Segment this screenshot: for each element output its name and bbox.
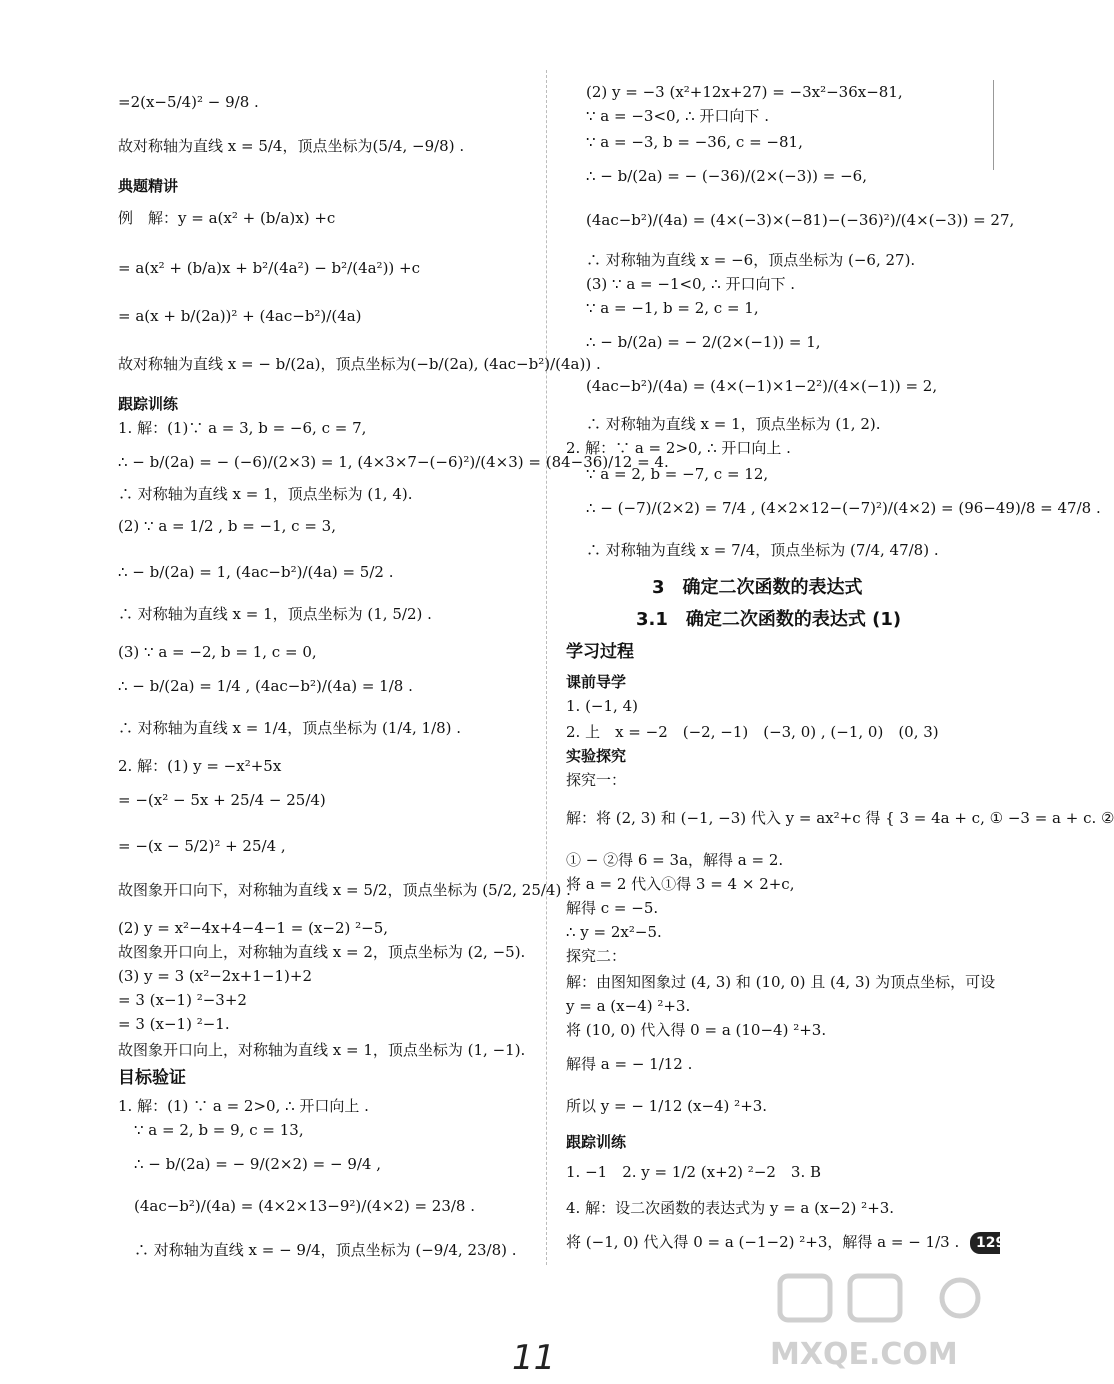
left-line: 故对称轴为直线 x = − b/(2a)，顶点坐标为(−b/(2a), (4ac−b²)/(4a)) . (118, 355, 601, 373)
page-edge-mark (993, 80, 1000, 170)
left-line: 2. 解：(1) y = −x²+5x (118, 757, 282, 775)
right-line: 将 (−1, 0) 代入得 0 = a (−1−2) ²+3，解得 a = − 1/3 . (566, 1233, 960, 1251)
right-line: 解：将 (2, 3) 和 (−1, −3) 代入 y = ax²+c 得 { 3 = 4a + c, ① −3 = a + c. ② (566, 809, 1114, 827)
left-line: ∴ − b/(2a) = 1, (4ac−b²)/(4a) = 5/2 . (118, 563, 394, 581)
left-line: ∴ 对称轴为直线 x = 1/4，顶点坐标为 (1/4, 1/8) . (118, 719, 462, 737)
left-line: 例 解：y = a(x² + (b/a)x) +c (118, 209, 336, 227)
left-line: = a(x² + (b/a)x + b²/(4a²) − b²/(4a²)) +c (118, 259, 421, 277)
watermark-logo (760, 1256, 990, 1376)
left-line: = 3 (x−1) ²−3+2 (118, 991, 247, 1009)
left-line: = −(x² − 5x + 25/4 − 25/4) (118, 791, 326, 809)
left-line: = a(x + b/(2a))² + (4ac−b²)/(4a) (118, 307, 362, 325)
right-line: ∴ y = 2x²−5. (566, 923, 662, 941)
right-line: 解得 a = − 1/12 . (566, 1055, 693, 1073)
right-line: ① − ②得 6 = 3a，解得 a = 2. (566, 851, 784, 869)
right-line: ∴ − b/(2a) = − 2/(2×(−1)) = 1, (586, 333, 821, 351)
right-line: 实验探究 (566, 747, 627, 765)
right-line: 3.1 确定二次函数的表达式 (1) (636, 609, 902, 630)
right-line: ∴ 对称轴为直线 x = 1，顶点坐标为 (1, 2). (586, 415, 881, 433)
right-line: 将 (10, 0) 代入得 0 = a (10−4) ²+3. (566, 1021, 827, 1039)
right-line: 1. −1 2. y = 1/2 (x+2) ²−2 3. B (566, 1163, 822, 1181)
left-line: = −(x − 5/2)² + 25/4 , (118, 837, 286, 855)
page-number: 129 (970, 1232, 1000, 1254)
left-line: 故图象开口向上，对称轴为直线 x = 2，顶点坐标为 (2, −5). (118, 943, 526, 961)
right-line: ∵ a = 2, b = −7, c = 12, (586, 465, 769, 483)
left-line: ∴ 对称轴为直线 x = − 9/4，顶点坐标为 (−9/4, 23/8) . (134, 1241, 517, 1259)
left-line: 故图象开口向上，对称轴为直线 x = 1，顶点坐标为 (1, −1). (118, 1041, 526, 1059)
right-line: ∵ a = −3, b = −36, c = −81, (586, 133, 803, 151)
right-line: ∴ − b/(2a) = − (−36)/(2×(−3)) = −6, (586, 167, 867, 185)
handwritten-mark: 11 (512, 1338, 556, 1378)
left-line: 故图象开口向下，对称轴为直线 x = 5/2，顶点坐标为 (5/2, 25/4) . (118, 881, 571, 899)
left-line: 故对称轴为直线 x = 5/4，顶点坐标为(5/4, −9/8) . (118, 137, 465, 155)
right-line: 4. 解：设二次函数的表达式为 y = a (x−2) ²+3. (566, 1199, 895, 1217)
left-line: 跟踪训练 (118, 395, 179, 413)
left-line: ∴ − b/(2a) = − 9/(2×2) = − 9/4 , (134, 1155, 382, 1173)
right-line: 2. 上 x = −2 (−2, −1) (−3, 0) , (−1, 0) (0, 3) (566, 723, 939, 741)
left-line: (3) ∵ a = −2, b = 1, c = 0, (118, 643, 317, 661)
left-line: 1. 解：(1) ∵ a = 2>0, ∴ 开口向上 . (118, 1097, 369, 1115)
column-divider (546, 70, 547, 1265)
right-line: 探究一： (566, 771, 627, 789)
left-line: (4ac−b²)/(4a) = (4×2×13−9²)/(4×2) = 23/8 . (134, 1197, 476, 1215)
right-line: 1. (−1, 4) (566, 697, 638, 715)
right-line: 3 确定二次函数的表达式 (652, 577, 863, 598)
right-line: (3) ∵ a = −1<0, ∴ 开口向下 . (586, 275, 795, 293)
left-line: ∴ − b/(2a) = − (−6)/(2×3) = 1, (4×3×7−(−6)²)/(4×3) = (84−36)/12 = 4. (118, 453, 669, 471)
left-line: (2) y = x²−4x+4−4−1 = (x−2) ²−5, (118, 919, 389, 937)
left-line: 1. 解：(1)∵ a = 3, b = −6, c = 7, (118, 419, 367, 437)
right-line: ∴ 对称轴为直线 x = 7/4，顶点坐标为 (7/4, 47/8) . (586, 541, 939, 559)
right-line: 课前导学 (566, 673, 627, 691)
right-line: (2) y = −3 (x²+12x+27) = −3x²−36x−81, (586, 83, 903, 101)
left-line: 目标验证 (118, 1068, 186, 1088)
left-line: ∴ 对称轴为直线 x = 1，顶点坐标为 (1, 4). (118, 485, 413, 503)
right-line: 所以 y = − 1/12 (x−4) ²+3. (566, 1097, 768, 1115)
right-line: y = a (x−4) ²+3. (566, 997, 691, 1015)
right-line: 将 a = 2 代入①得 3 = 4 × 2+c, (566, 875, 795, 893)
right-line: 跟踪训练 (566, 1133, 627, 1151)
right-line: (4ac−b²)/(4a) = (4×(−1)×1−2²)/(4×(−1)) = 2, (586, 377, 938, 395)
left-line: 典题精讲 (118, 177, 179, 195)
left-line: ∵ a = 2, b = 9, c = 13, (134, 1121, 304, 1139)
right-line: 2. 解：∵ a = 2>0, ∴ 开口向上 . (566, 439, 791, 457)
right-line: (4ac−b²)/(4a) = (4×(−3)×(−81)−(−36)²)/(4×(−3)) = 27, (586, 211, 1015, 229)
right-line: ∴ − (−7)/(2×2) = 7/4 , (4×2×12−(−7)²)/(4×2) = (96−49)/8 = 47/8 . (586, 499, 1101, 517)
right-line: ∵ a = −1, b = 2, c = 1, (586, 299, 759, 317)
left-line: = 3 (x−1) ²−1. (118, 1015, 230, 1033)
left-line: (3) y = 3 (x²−2x+1−1)+2 (118, 967, 312, 985)
left-line: (2) ∵ a = 1/2 , b = −1, c = 3, (118, 517, 336, 535)
watermark-text: MXQE.COM (770, 1337, 958, 1372)
left-line: ∴ 对称轴为直线 x = 1，顶点坐标为 (1, 5/2) . (118, 605, 432, 623)
left-line: ∴ − b/(2a) = 1/4 , (4ac−b²)/(4a) = 1/8 . (118, 677, 413, 695)
right-line: 解：由图知图象过 (4, 3) 和 (10, 0) 且 (4, 3) 为顶点坐标，可设 (566, 973, 996, 991)
right-line: ∵ a = −3<0, ∴ 开口向下 . (586, 107, 769, 125)
right-line: 解得 c = −5. (566, 899, 659, 917)
right-line: 探究二： (566, 947, 627, 965)
right-line: ∴ 对称轴为直线 x = −6，顶点坐标为 (−6, 27). (586, 251, 916, 269)
right-line: 学习过程 (566, 642, 634, 662)
left-line: =2(x−5/4)² − 9/8 . (118, 93, 259, 111)
